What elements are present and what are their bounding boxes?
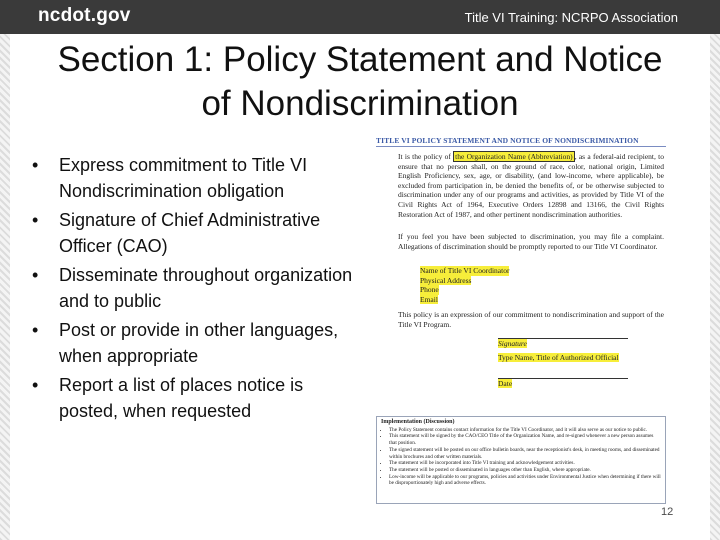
doc-paragraph-commitment: This policy is an expression of our commitment to nondiscrimination and support of the Title VI Program. bbox=[398, 310, 664, 329]
policy-document-image bbox=[372, 136, 666, 412]
left-decorative-strip bbox=[0, 34, 10, 540]
presentation-title: Title VI Training: NCRPO Association bbox=[464, 10, 678, 25]
slide-title: Section 1: Policy Statement and Notice of Nondiscrimination bbox=[57, 40, 663, 123]
coordinator-phone: Phone bbox=[420, 285, 439, 295]
doc-paragraph-policy: It is the policy of the Organization Name (Abbreviation) , as a federal-aid recipient, to ensure that no person shall, on the ground of race, color, national origin, Limited English Proficiency, sex, age, or disability, (and low-income, where applicable), be excluded from participation in, be denied the benefits of, or be otherwise subjected to discrimination under any of our programs and activities, as provided by Title VI of the Civil Rights Act of 1964, Executive Orders 12898 and 13166, the Civil Rights Restoration Act of 1987, and other pertinent nondiscrimination authorities. bbox=[398, 152, 664, 219]
page-number: 12 bbox=[661, 506, 674, 518]
implementation-list bbox=[381, 427, 661, 487]
signature-label: Signature bbox=[498, 339, 527, 348]
coordinator-address bbox=[420, 266, 509, 304]
doc-paragraph-complaint: If you feel you have been subjected to discrimination, you may file a complaint. Allegations of discrimination should be promptly reported to our Title VI Coordinator. bbox=[398, 232, 664, 251]
coordinator-email: Email bbox=[420, 294, 438, 304]
implementation-box bbox=[376, 416, 666, 504]
implementation-item: • The Policy Statement contains contact information for the Title VI Coordinator, and it will also serve as our notice to public. bbox=[389, 427, 661, 434]
implementation-item: • This statement will be signed by the CAO/CEO Title of the Organization Name, and re-signed whenever a new person assumes that position. bbox=[389, 433, 661, 446]
coordinator-physical-address: Physical Address bbox=[420, 275, 472, 285]
implementation-item: • Low-income will be applicable to our programs, policies and activities under Environmental Justice when determining if there will be disproportionately high and adverse effects. bbox=[389, 474, 661, 487]
bullet-item: • Signature of Chief Administrative Officer (CAO) bbox=[30, 207, 355, 259]
implementation-item: • The statement will be incorporated into Title VI training and acknowledgement activities. bbox=[389, 460, 661, 467]
bullet-list bbox=[30, 152, 355, 427]
date-label: Date bbox=[498, 379, 513, 388]
implementation-title: Implementation (Discussion) bbox=[381, 419, 455, 425]
doc-title: TITLE VI POLICY STATEMENT AND NOTICE OF NONDISCRIMINATION bbox=[376, 136, 666, 147]
bullet-item: • Disseminate throughout organization and to public bbox=[30, 262, 355, 314]
coordinator-name: Name of Title VI Coordinator bbox=[420, 266, 510, 275]
implementation-item: • The statement will be posted or disseminated in languages other than English, where appropriate. bbox=[389, 467, 661, 474]
bullet-item: • Post or provide in other languages, when appropriate bbox=[30, 317, 355, 369]
implementation-item: • The signed statement will be posted on our office bulletin boards, near the receptionist's desk, in meeting rooms, and disseminated within brochures and other written materials. bbox=[389, 447, 661, 460]
org-name-highlight: the Organization Name (Abbreviation) bbox=[455, 152, 573, 161]
bullet-item: • Report a list of places notice is posted, when requested bbox=[30, 372, 355, 424]
signature-block bbox=[498, 336, 658, 388]
right-decorative-strip bbox=[710, 34, 720, 540]
header-bar bbox=[0, 0, 720, 34]
ncdot-logo: ncdot.gov bbox=[38, 5, 131, 26]
bullet-item: • Express commitment to Title VI Nondiscrimination obligation bbox=[30, 152, 355, 204]
signer-label: Type Name, Title of Authorized Official bbox=[498, 353, 619, 362]
